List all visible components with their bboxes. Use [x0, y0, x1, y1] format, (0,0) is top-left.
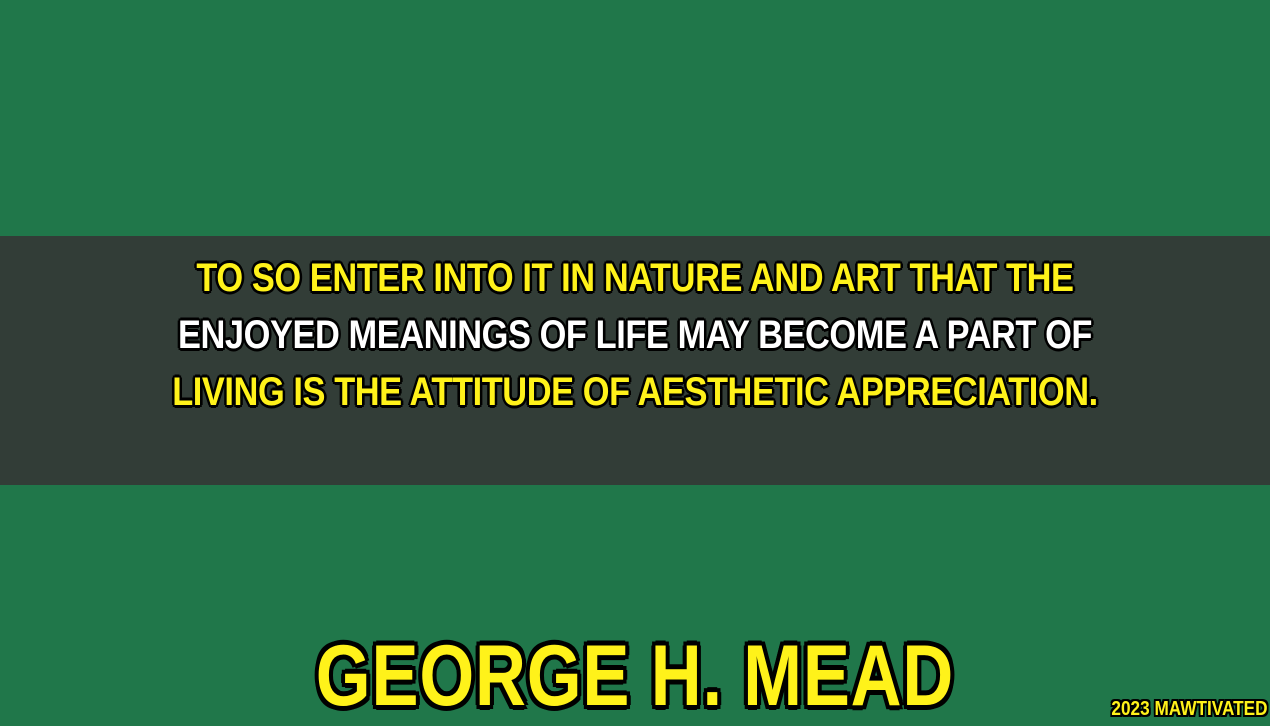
quote-line-1: TO SO ENTER INTO IT IN NATURE AND ART THAT THE — [196, 256, 1074, 300]
watermark: 2023 MAWTIVATED — [1111, 698, 1268, 720]
quote-text — [89, 250, 1181, 421]
quote-line-3: LIVING IS THE ATTITUDE OF AESTHETIC APPRECIATION. — [172, 370, 1098, 414]
quote-line-2: ENJOYED MEANINGS OF LIFE MAY BECOME A PART OF — [177, 313, 1092, 357]
author-name: GEORGE H. MEAD — [315, 628, 955, 724]
